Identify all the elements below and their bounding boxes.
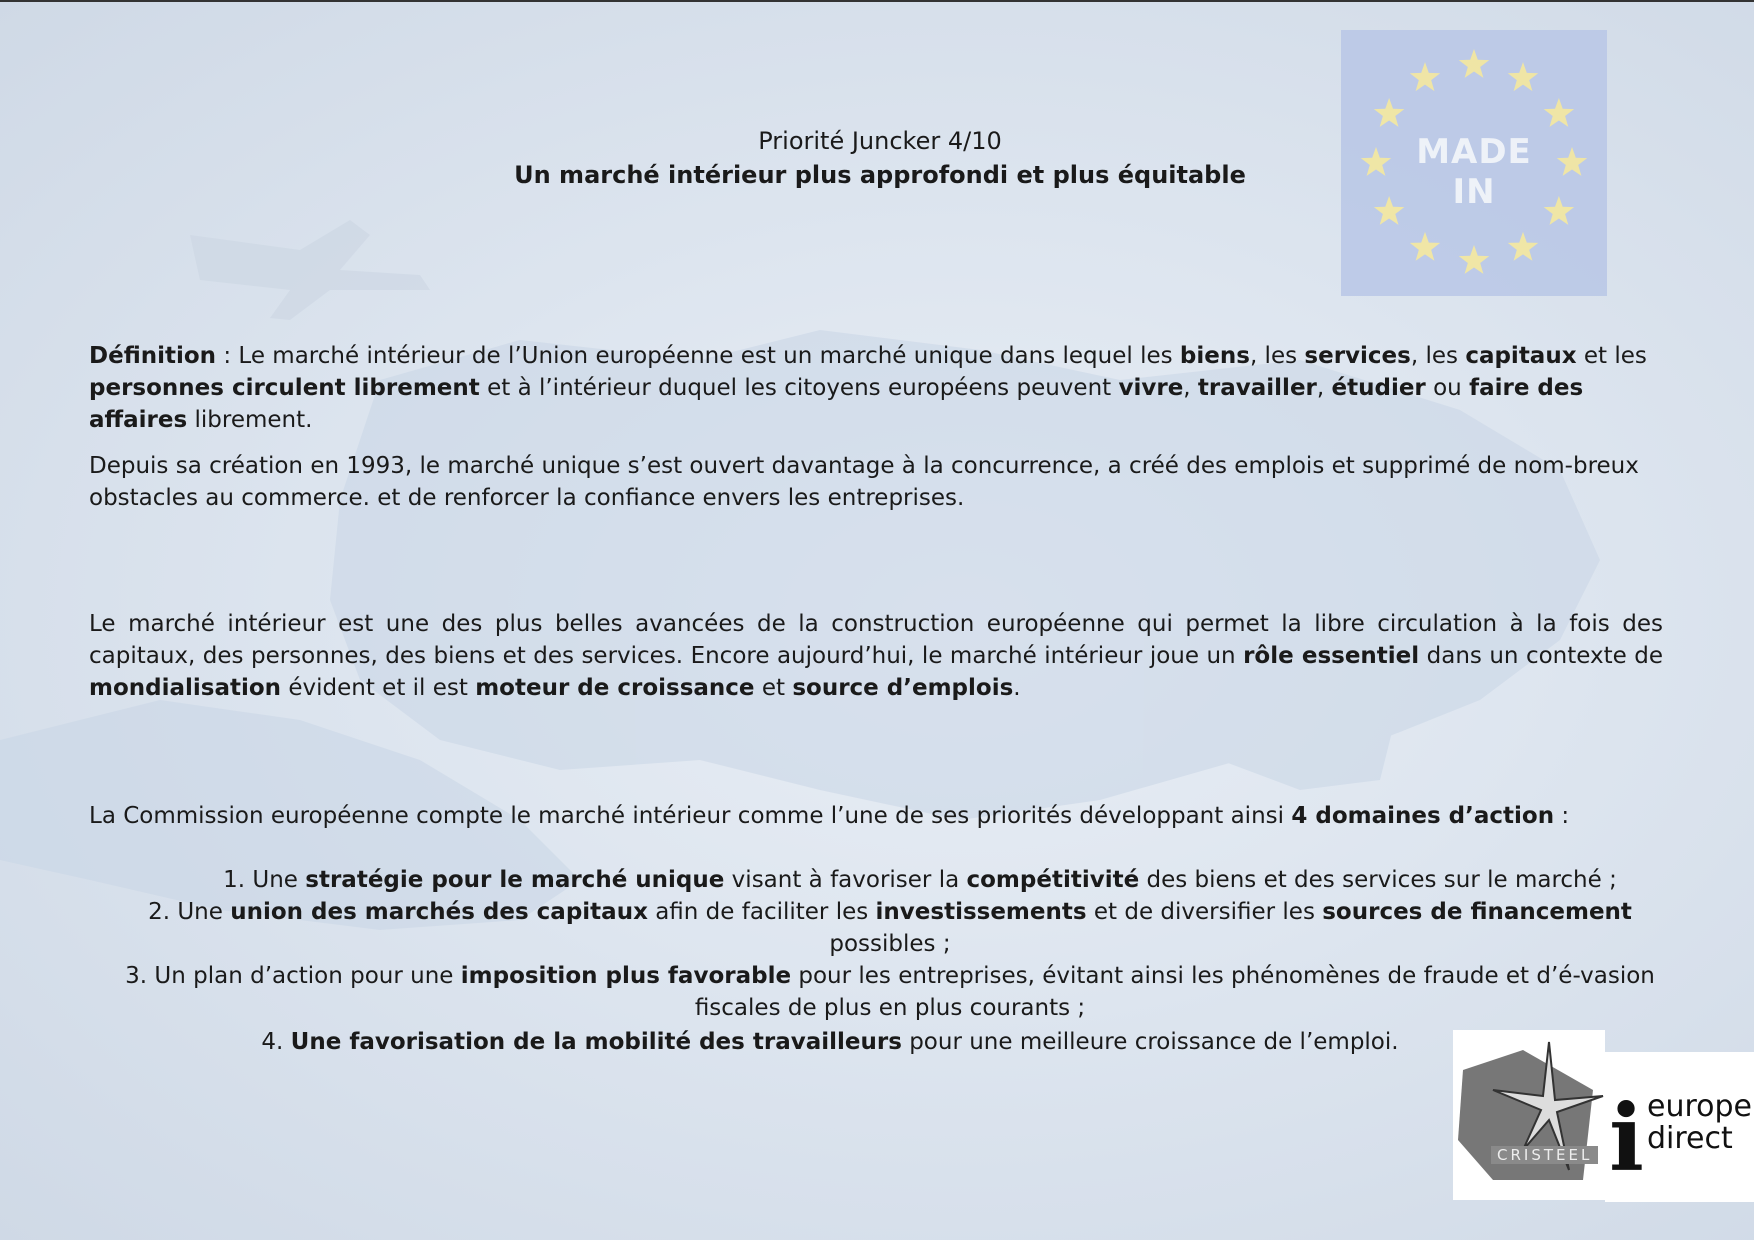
bold-term: vivre — [1118, 375, 1184, 401]
text-run: dans un contexte de — [1419, 643, 1663, 669]
bold-term: 4 domaines d’action — [1291, 803, 1555, 829]
star-icon — [1508, 232, 1538, 261]
text-run: pour une meilleure croissance de l’emploi. — [901, 1029, 1399, 1055]
made-in-eu-logo — [1341, 30, 1607, 296]
bold-term: travailler — [1197, 375, 1317, 401]
text-run: 3. Un plan d’action pour une — [125, 963, 461, 989]
text-run: , — [1316, 375, 1332, 401]
star-icon — [1459, 245, 1489, 274]
text-run: et à l’intérieur duquel les citoyens européens peuvent — [479, 375, 1119, 401]
text-run: librement. — [187, 407, 313, 433]
text-run: et de diversifier les — [1086, 899, 1323, 925]
bold-term: compétitivité — [966, 867, 1140, 893]
definition-paragraph — [89, 340, 1663, 436]
text-run: visant à favoriser la — [724, 867, 967, 893]
star-icon — [1508, 62, 1538, 91]
bold-term: Définition — [89, 343, 217, 369]
europe-direct-logo — [1605, 1052, 1754, 1202]
page-header — [430, 124, 1330, 192]
cristeel-wordmark: CRISTEEL — [1491, 1146, 1598, 1164]
history-paragraph: Depuis sa création en 1993, le marché unique s’est ouvert davantage à la concurrence, a créé des emplois et supprimé de nom-breux obstacles au commerce. et de renforcer la confiance envers les entreprises. — [89, 453, 1639, 511]
text-run: 2. Une — [148, 899, 231, 925]
text-run: et les — [1576, 343, 1647, 369]
text-run: ou — [1425, 375, 1470, 401]
commission-intro — [89, 800, 1569, 832]
bold-term: capitaux — [1465, 343, 1577, 369]
text-run: . — [1013, 675, 1021, 701]
star-icon — [1544, 98, 1574, 127]
text-run: , les — [1249, 343, 1305, 369]
made-in-label — [1341, 132, 1607, 212]
made-in-line1: MADE — [1416, 132, 1532, 172]
bold-term: biens — [1179, 343, 1250, 369]
star-icon — [1459, 49, 1489, 78]
text-run: 4. — [261, 1029, 291, 1055]
bold-term: union des marchés des capitaux — [230, 899, 648, 925]
star-icon — [1410, 62, 1440, 91]
bold-term: moteur de croissance — [475, 675, 755, 701]
bold-term: étudier — [1331, 375, 1426, 401]
advances-paragraph — [89, 608, 1663, 704]
bold-term: imposition plus favorable — [460, 963, 792, 989]
text-run: La Commission européenne compte le marché intérieur comme l’une de ses priorités développant ainsi — [89, 803, 1292, 829]
made-in-line2: IN — [1452, 172, 1496, 212]
text-run: afin de faciliter les — [647, 899, 876, 925]
bold-term: services — [1304, 343, 1411, 369]
text-run: Le marché intérieur est une des plus belles avancées de la construction européenne qui permet la libre circulation à la fois des capitaux, des personnes, des biens et des services. Encore aujourd’hui, le marché intérieur joue un — [89, 611, 1663, 669]
text-run: possibles ; — [829, 931, 951, 957]
bold-term: sources de financement — [1322, 899, 1632, 925]
info-i-icon: i — [1609, 1084, 1644, 1192]
bold-term: stratégie pour le marché unique — [305, 867, 725, 893]
bold-term: faire des affaires — [89, 375, 1584, 433]
bold-term: investissements — [875, 899, 1087, 925]
bold-term: Une favorisation de la mobilité des travailleurs — [290, 1029, 902, 1055]
text-run: 1. Une — [223, 867, 306, 893]
action-domains-list — [120, 864, 1660, 1058]
text-run: évident et il est — [281, 675, 476, 701]
text-run: des biens et des services sur le marché ; — [1139, 867, 1617, 893]
action-domain-item — [120, 1026, 1660, 1058]
action-domain-item — [120, 896, 1660, 960]
page-subtitle: Priorité Juncker 4/10 — [758, 127, 1002, 155]
text-run: : — [1554, 803, 1570, 829]
bold-term: mondialisation — [89, 675, 282, 701]
cristeel-logo — [1453, 1030, 1605, 1200]
text-run: et — [754, 675, 793, 701]
europe-direct-word1: europe — [1647, 1089, 1752, 1124]
star-icon — [1374, 98, 1404, 127]
action-domain-item — [120, 864, 1660, 896]
action-domain-item — [120, 960, 1660, 1024]
star-icon — [1410, 232, 1440, 261]
text-run: pour les entreprises, évitant ainsi les phénomènes de fraude et d’é-vasion fiscales de plus en plus courants ; — [694, 963, 1655, 1021]
text-run: , — [1183, 375, 1198, 401]
text-run: : Le marché intérieur de l’Union européenne est un marché unique dans lequel les — [216, 343, 1180, 369]
bold-term: source d’emplois — [792, 675, 1014, 701]
bold-term: rôle essentiel — [1243, 643, 1420, 669]
page-title: Un marché intérieur plus approfondi et plus équitable — [514, 161, 1246, 189]
cristeel-star-icon — [1453, 1030, 1605, 1200]
text-run: , les — [1410, 343, 1466, 369]
europe-direct-word2: direct — [1647, 1121, 1733, 1156]
bold-term: personnes circulent librement — [89, 375, 480, 401]
